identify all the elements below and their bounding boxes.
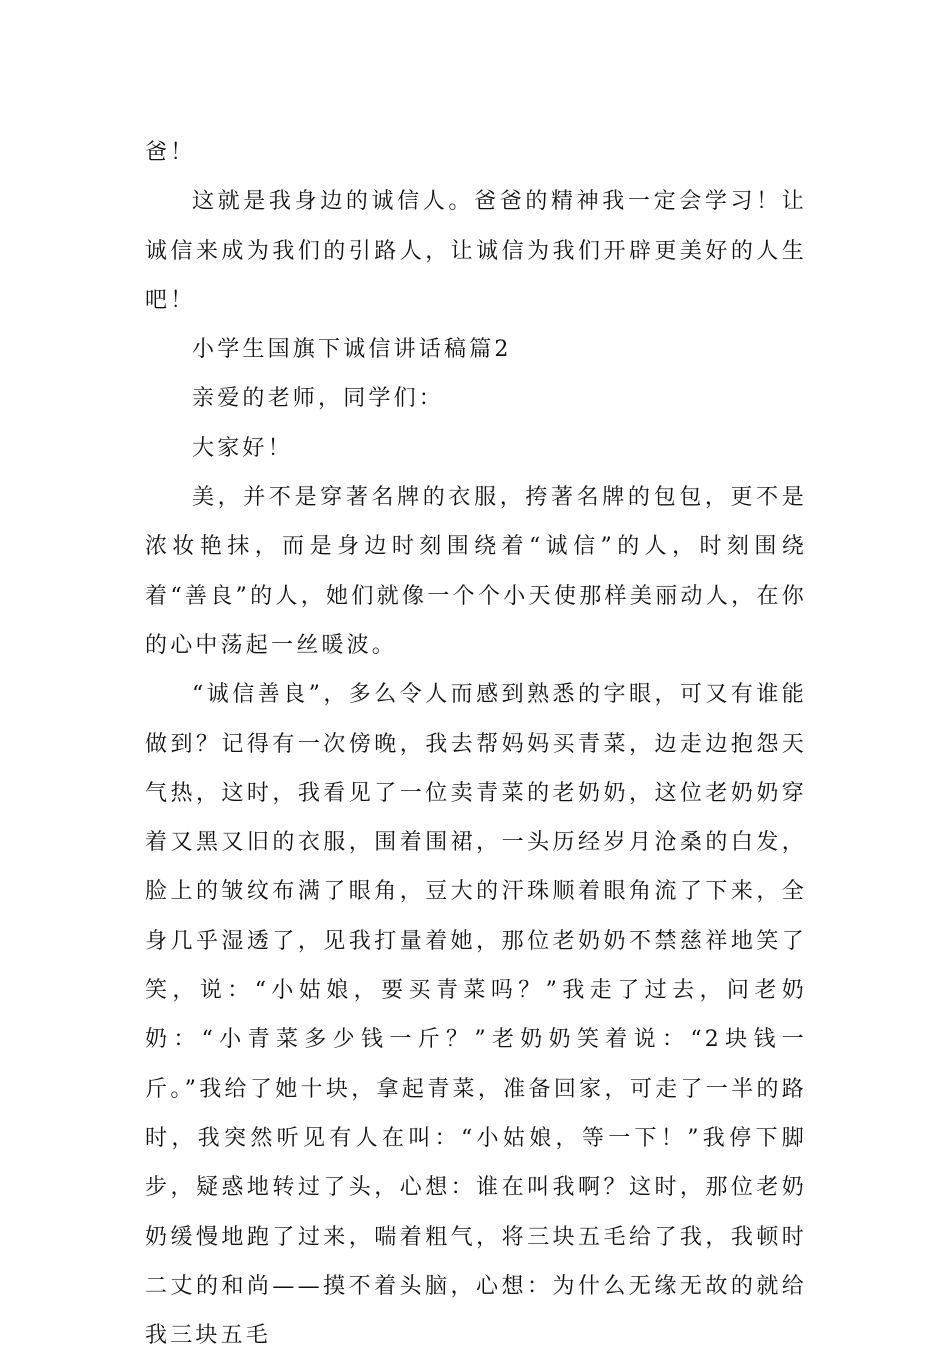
salutation: 亲爱的老师，同学们： xyxy=(192,386,445,412)
document-body xyxy=(145,128,807,1360)
paragraph-beauty: 美，并不是穿著名牌的衣服，挎著名牌的包包，更不是浓妆艳抹，而是身边时刻围绕着“诚信”的人，时刻围绕着“善良”的人，她们就像一个个小天使那样美丽动人，在你的心中荡起一丝暖波。 xyxy=(145,485,807,658)
paragraph-continuation: 爸！ xyxy=(145,140,196,165)
paragraph-conclusion: 这就是我身边的诚信人。爸爸的精神我一定会学习！让诚信来成为我们的引路人，让诚信为我们开辟更美好的人生吧！ xyxy=(145,189,807,313)
section-title: 小学生国旗下诚信讲话稿篇2 xyxy=(192,337,512,363)
greeting: 大家好！ xyxy=(192,435,293,461)
paragraph-story: “诚信善良”，多么令人而感到熟悉的字眼，可又有谁能做到？记得有一次傍晚，我去帮妈妈买青菜，边走边抱怨天气热，这时，我看见了一位卖青菜的老奶奶，这位老奶奶穿着又黑又旧的衣服，围着围裙，一头历经岁月沧桑的白发，脸上的皱纹布满了眼角，豆大的汗珠顺着眼角流了下来，全身几乎湿透了，见我打量着她，那位老奶奶不禁慈祥地笑了笑，说：“小姑娘，要买青菜吗？”我走了过去，问老奶奶：“小青菜多少钱一斤？”老奶奶笑着说：“2块钱一斤。”我给了她十块，拿起青菜，准备回家，可走了一半的路时，我突然听见有人在叫：“小姑娘，等一下！”我停下脚步，疑惑地转过了头，心想：谁在叫我啊？这时，那位老奶奶缓慢地跑了过来，喘着粗气，将三块五毛给了我，我顿时二丈的和尚——摸不着头脑，心想：为什么无缘无故的就给我三块五毛 xyxy=(145,682,807,1349)
